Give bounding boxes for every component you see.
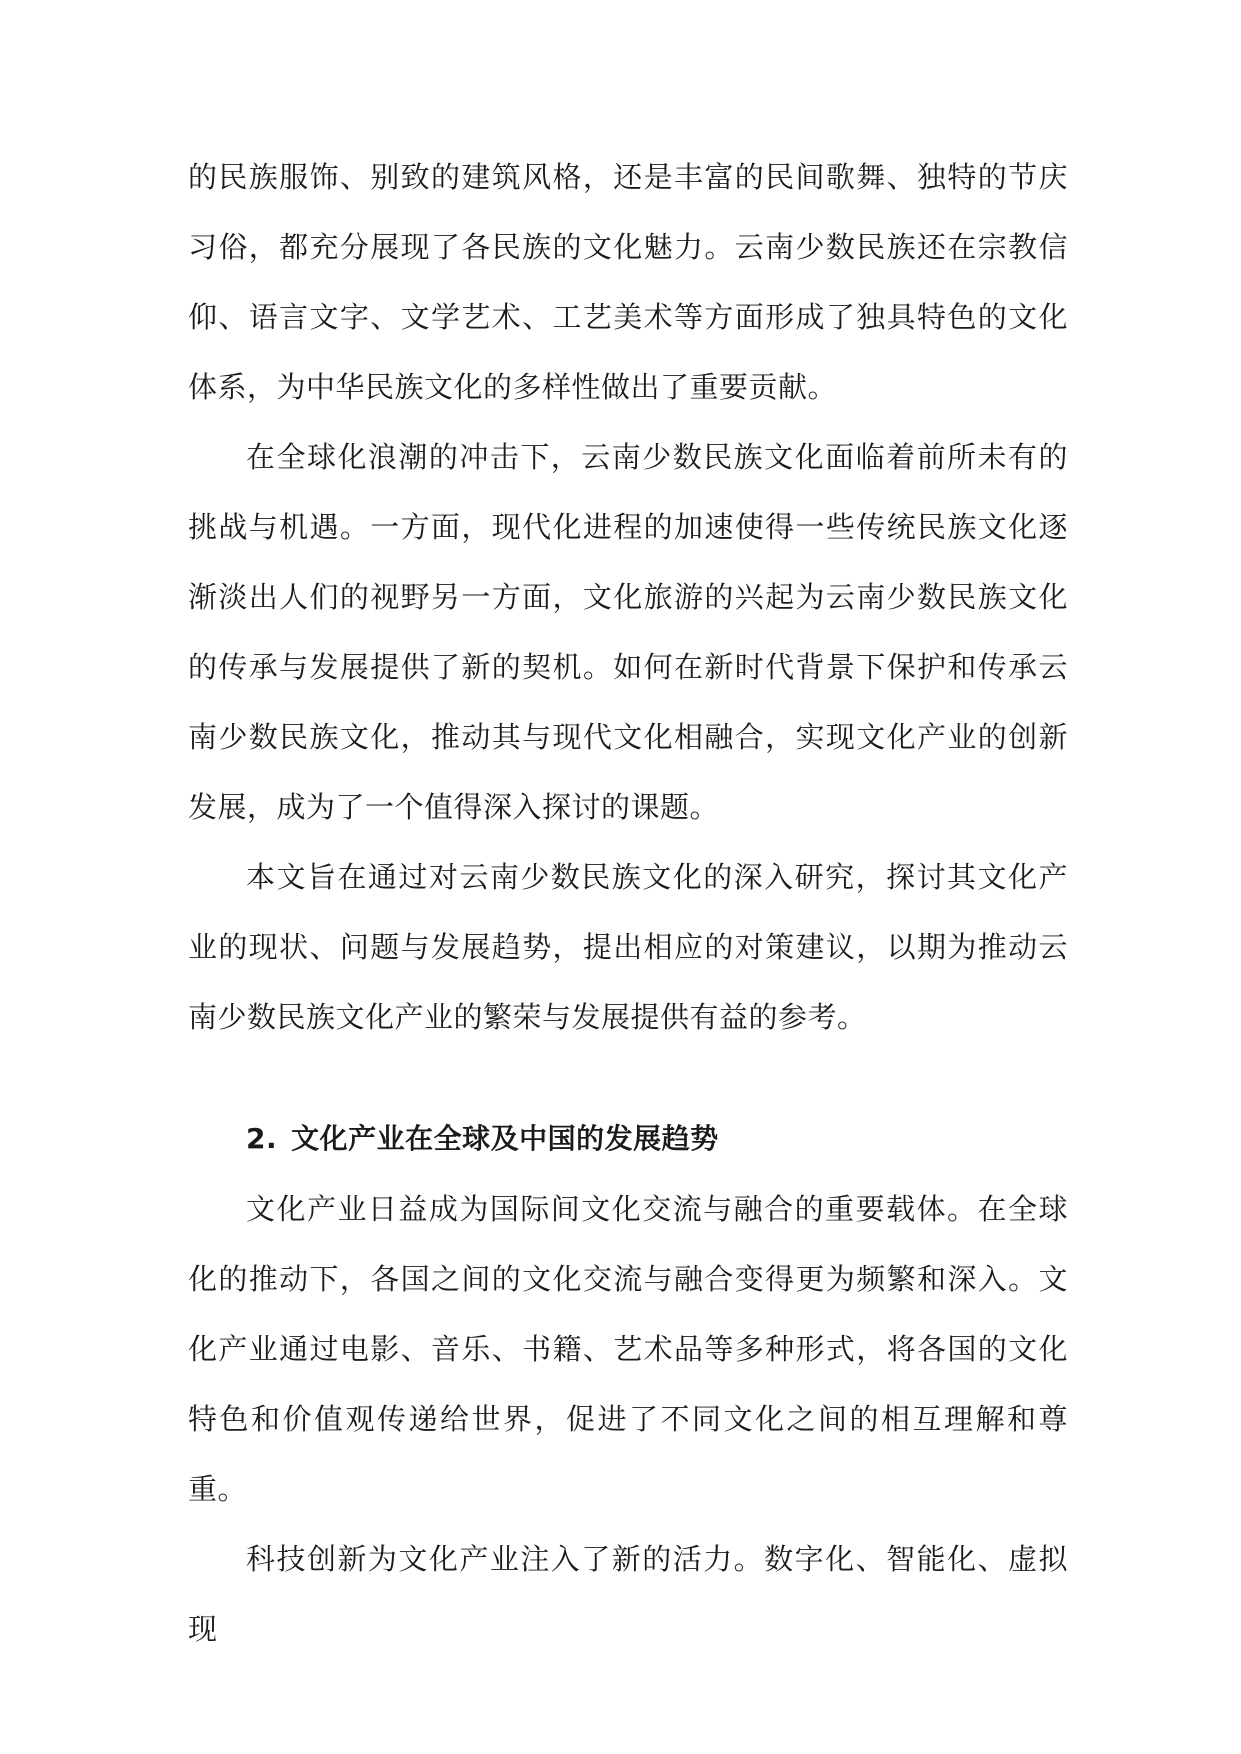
paragraph-continued: 的民族服饰、别致的建筑风格，还是丰富的民间歌舞、独特的节庆习俗，都充分展现了各民族的文化魅力。云南少数民族还在宗教信仰、语言文字、文学艺术、工艺美术等方面形成了独具特色的文化体系，为中华民族文化的多样性做出了重要贡献。 — [188, 160, 1068, 404]
paragraph-tech-innovation: 科技创新为文化产业注入了新的活力。数字化、智能化、虚拟现 — [188, 1542, 1068, 1646]
section-title: 文化产业在全球及中国的发展趋势 — [291, 1122, 719, 1155]
paragraph-cultural-exchange: 文化产业日益成为国际间文化交流与融合的重要载体。在全球化的推动下，各国之间的文化交流与融合变得更为频繁和深入。文化产业通过电影、音乐、书籍、艺术品等多种形式，将各国的文化特色和价值观传递给世界，促进了不同文化之间的相互理解和尊重。 — [188, 1192, 1068, 1506]
section-heading — [188, 1104, 1068, 1174]
document-body — [188, 142, 1068, 1664]
section-number: 2. — [246, 1122, 278, 1155]
paragraph-purpose: 本文旨在通过对云南少数民族文化的深入研究，探讨其文化产业的现状、问题与发展趋势，提出相应的对策建议，以期为推动云南少数民族文化产业的繁荣与发展提供有益的参考。 — [188, 860, 1068, 1034]
paragraph-globalization: 在全球化浪潮的冲击下，云南少数民族文化面临着前所未有的挑战与机遇。一方面，现代化进程的加速使得一些传统民族文化逐渐淡出人们的视野另一方面，文化旅游的兴起为云南少数民族文化的传承与发展提供了新的契机。如何在新时代背景下保护和传承云南少数民族文化，推动其与现代文化相融合，实现文化产业的创新发展，成为了一个值得深入探讨的课题。 — [188, 440, 1068, 824]
